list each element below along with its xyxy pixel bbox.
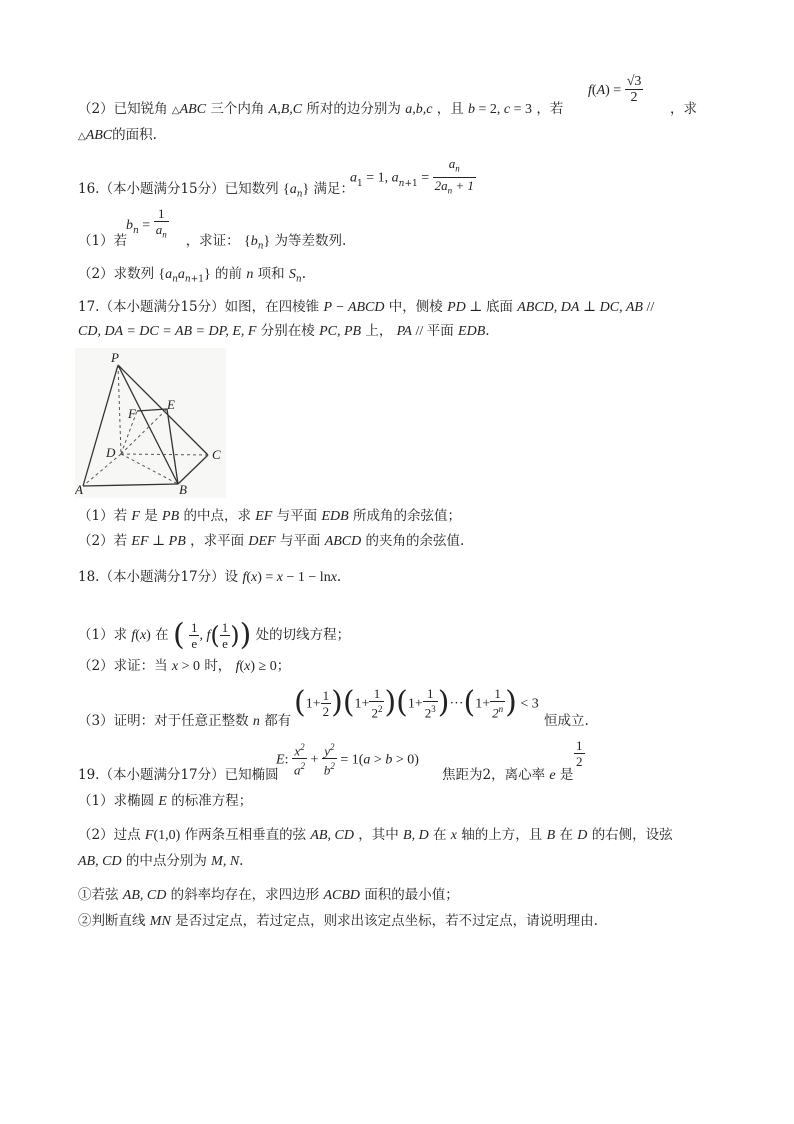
text: 与平面	[276, 508, 318, 524]
text: ，求证：	[185, 233, 240, 249]
label-D: D	[106, 445, 116, 460]
text: 的前	[215, 266, 243, 282]
text: （2）求证：当	[78, 658, 168, 674]
formula-product: (1+ $\frac{1}{2}$ )(1+ $\frac{1}{2^2}$ )(1+ $\frac{1}{2^3}$ )···(1+ $\frac{1}{2^n}$ ) < 3	[294, 685, 539, 721]
text: （3）证明：对于任意正整数	[78, 713, 249, 729]
text: ，其中	[358, 827, 399, 843]
text: 与平面	[279, 533, 321, 549]
text: 所成角的余弦值；	[352, 508, 461, 524]
formula-recurrence: $a_1 = 1$, $a_{n+1}$ = $\frac{a_n}{2a_n + 1}$	[350, 156, 474, 196]
q15-tail	[670, 100, 697, 118]
label-C: C	[212, 447, 221, 462]
text: 底面	[485, 299, 513, 315]
label-B: B	[179, 482, 187, 497]
text: ，若	[536, 101, 564, 117]
pyramid-diagram	[75, 348, 226, 498]
q17-part2: （2）若 EF ⊥ PB ，求平面 DEF 与平面 ABCD 的夹角的余弦值.	[78, 533, 465, 549]
text: ，且	[436, 101, 464, 117]
q16-part1: （1）若 ，求证： $\{b_n\}$ 为等差数列.	[78, 233, 347, 252]
text: （1）若	[78, 233, 128, 249]
text: 上，	[365, 323, 393, 339]
formula-ellipse: E: $\frac{x^2}{a^2}$ + $\frac{y^2}{b^2}$ = 1(a > b > 0)	[276, 742, 419, 778]
text: 是	[144, 508, 158, 524]
text: 17.（本小题满分15分）如图，在四棱锥	[78, 299, 320, 315]
label-F: F	[128, 406, 136, 421]
text: 在	[559, 827, 573, 843]
text: 时，	[204, 658, 232, 674]
text: 在	[155, 627, 169, 643]
text: 三个内角	[210, 101, 265, 117]
q19-stem-mid: 焦距为2，离心率 e 是	[442, 767, 574, 783]
text: （1）求	[78, 627, 128, 643]
text: 焦距为2，离心率	[442, 767, 546, 783]
text: 中，侧棱	[388, 299, 443, 315]
q18-part1: （1）求 f(x) 在 ( $\frac{1}{e}$ , f( $\frac{1}{e}$ )) 处的切线方程；	[78, 617, 351, 653]
formula-bn: $b_n$ = $\frac{1}{a_n}$	[126, 206, 167, 240]
text: ②判断直线	[78, 913, 146, 929]
text: （2）已知锐角	[78, 101, 168, 117]
text: （1）若	[78, 508, 128, 524]
q17-stem2: CD, DA = DC = AB = DP, E, F 分别在棱 PC, PB 上， PA // 平面 EDB.	[78, 323, 490, 339]
formula-fA: f(A) = $\frac{√3}{2}$	[588, 74, 642, 105]
text: 项和	[257, 266, 285, 282]
q18-part3-tail	[544, 712, 589, 730]
text: 都有	[264, 713, 292, 729]
text: 是	[559, 767, 574, 783]
text: 的中点，求	[183, 508, 251, 524]
text: 处的切线方程；	[255, 627, 351, 643]
q15-line2: △ABC的面积.	[78, 127, 157, 143]
text: 平面	[426, 323, 454, 339]
text: 的右侧，设弦	[591, 827, 673, 843]
text: （2）求数列	[78, 266, 155, 282]
q19-part2-line2: AB, CD 的中点分别为 M, N.	[78, 853, 244, 869]
text: 是否过定点，若过定点，则求出该定点坐标，若不过定点，请说明理由.	[175, 913, 598, 929]
pyramid-figure	[75, 348, 226, 498]
text: （1）求椭圆	[78, 793, 155, 809]
label-E: E	[167, 397, 175, 412]
text: 作两条互相垂直的弦	[184, 827, 307, 843]
text: 在	[433, 827, 447, 843]
q16-part2: （2）求数列 $\{a_na_{n+1}\}$ 的前 n 项和 $S_n$.	[78, 266, 307, 285]
text: 所对的边分别为	[306, 101, 401, 117]
text: （2）过点	[78, 827, 141, 843]
text: 面积的最小值；	[364, 887, 459, 903]
q18-part3: （3）证明：对于任意正整数 n 都有	[78, 713, 292, 729]
label-A: A	[75, 482, 83, 497]
text: 轴的上方，且	[461, 827, 543, 843]
q17-stem1: 17.（本小题满分15分）如图，在四棱锥 P − ABCD 中，侧棱 PD ⊥ 底面 ABCD, DA ⊥ DC, AB //	[78, 299, 655, 315]
text: 18.（本小题满分17分）设	[78, 569, 239, 585]
text: ，求平面	[190, 533, 245, 549]
text: 16.（本小题满分15分）已知数列	[78, 181, 279, 197]
label-P: P	[111, 350, 119, 365]
text: ①若弦	[78, 887, 119, 903]
q19-sub-a: ①若弦 AB, CD 的斜率均存在，求四边形 ACBD 面积的最小值；	[78, 887, 459, 903]
text: 满足：	[313, 181, 355, 197]
text: 的标准方程；	[171, 793, 253, 809]
q15-part2-line: （2）已知锐角 △ABC 三个内角 A,B,C 所对的边分别为 a,b,c ，且 b = 2, c = 3 ，若	[78, 101, 564, 117]
text: 恒成立.	[544, 713, 589, 729]
q19-stem	[78, 766, 279, 784]
q19-part2: （2）过点 F(1,0) 作两条互相垂直的弦 AB, CD ，其中 B, D 在 x 轴的上方，且 B 在 D 的右侧，设弦	[78, 827, 673, 843]
text: 的夹角的余弦值.	[365, 533, 465, 549]
q19-part1: （1）求椭圆 E 的标准方程；	[78, 793, 253, 809]
q16-stem: 16.（本小题满分15分）已知数列 $\{a_n\}$ 满足：	[78, 181, 355, 200]
text: 的中点分别为	[125, 853, 207, 869]
q18-part2: （2）求证：当 x > 0 时， f(x) ≥ 0；	[78, 658, 291, 674]
q19-sub-b: ②判断直线 MN 是否过定点，若过定点，则求出该定点坐标，若不过定点，请说明理由.	[78, 913, 598, 929]
text: 的斜率均存在，求四边形	[170, 887, 320, 903]
text: 的面积.	[112, 127, 157, 143]
q18-stem: 18.（本小题满分17分）设 f(x) = x − 1 − lnx.	[78, 569, 342, 585]
q17-part1: （1）若 F 是 PB 的中点，求 EF 与平面 EDB 所成角的余弦值；	[78, 508, 461, 524]
text: 分别在棱	[260, 323, 315, 339]
text: （2）若	[78, 533, 128, 549]
formula-eccentricity: $\frac{1}{2}$	[576, 738, 583, 769]
text: 为等差数列.	[274, 233, 347, 249]
text: 19.（本小题满分17分）已知椭圆	[78, 767, 279, 783]
text: ，求	[670, 101, 697, 117]
